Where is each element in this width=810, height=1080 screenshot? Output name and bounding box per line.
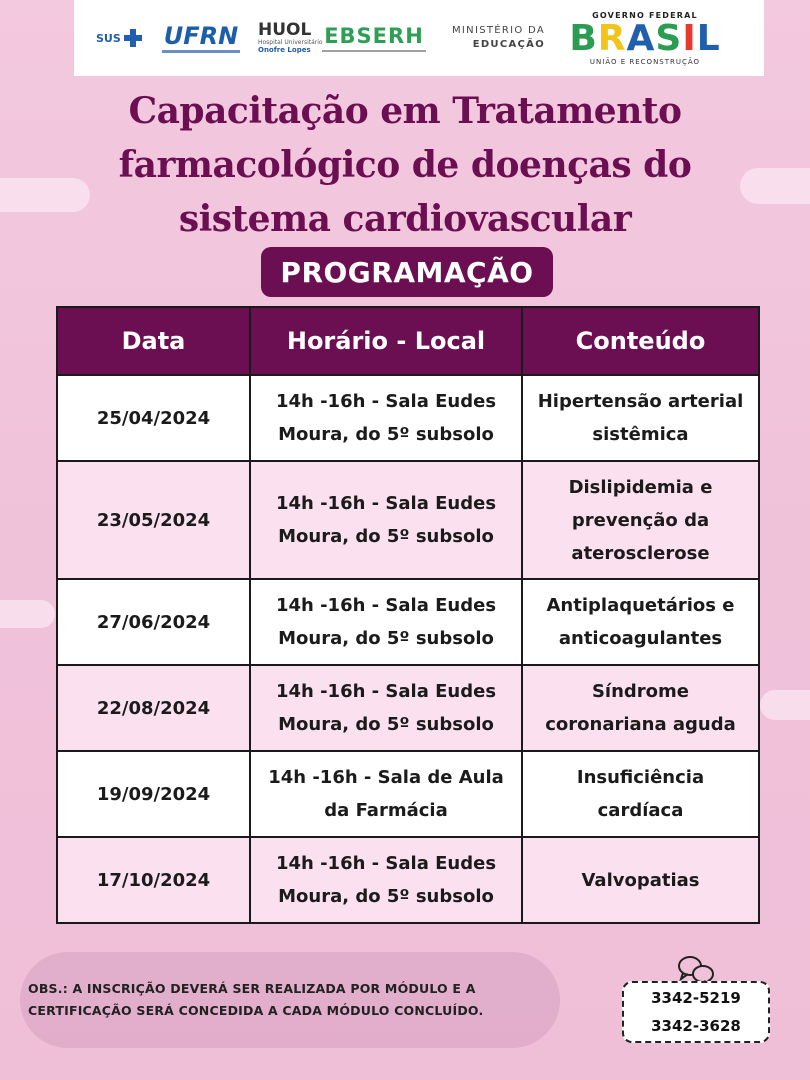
cell-horario-local bbox=[250, 751, 522, 837]
cell-data: 27/06/2024 bbox=[57, 579, 250, 665]
table-row bbox=[57, 579, 759, 665]
cell-data: 23/05/2024 bbox=[57, 461, 250, 579]
cell-line: da Farmácia bbox=[324, 800, 448, 821]
table-row bbox=[57, 461, 759, 579]
table-row bbox=[57, 837, 759, 923]
cell-line: 14h -16h - Sala de Aula bbox=[268, 767, 504, 788]
huol-logo bbox=[258, 0, 323, 76]
cell-line: Moura, do 5º subsolo bbox=[278, 886, 494, 907]
mec-logo-line1: MINISTÉRIO DA bbox=[452, 25, 545, 36]
cell-line: 14h -16h - Sala Eudes bbox=[275, 391, 497, 412]
cell-line: anticoagulantes bbox=[558, 628, 723, 649]
programacao-badge: PROGRAMAÇÃO bbox=[261, 247, 553, 297]
header-horario-local: Horário - Local bbox=[250, 307, 522, 375]
cross-icon bbox=[124, 29, 142, 47]
table-row bbox=[57, 665, 759, 751]
gov-brasil-logo bbox=[570, 0, 720, 76]
ebserh-logo-text: EBSERH bbox=[324, 23, 424, 48]
cell-horario-local bbox=[250, 579, 522, 665]
mec-logo bbox=[452, 0, 545, 76]
cell-line: Antiplaquetários e bbox=[546, 595, 735, 616]
sus-logo-text: SUS bbox=[96, 31, 121, 45]
cell-line: 14h -16h - Sala Eudes bbox=[275, 681, 497, 702]
cell-line: 14h -16h - Sala Eudes bbox=[275, 853, 497, 874]
obs-line: CERTIFICAÇÃO SERÁ CONCEDIDA A CADA MÓDULO CONCLUÍDO. bbox=[28, 1003, 484, 1018]
cell-line: Síndrome bbox=[591, 681, 690, 702]
cloud-decoration bbox=[760, 690, 810, 720]
cell-conteudo bbox=[522, 665, 759, 751]
cell-conteudo bbox=[522, 461, 759, 579]
cloud-decoration bbox=[0, 600, 55, 628]
cell-line: 14h -16h - Sala Eudes bbox=[275, 493, 497, 514]
schedule-table bbox=[56, 306, 760, 924]
cell-line: prevenção da bbox=[571, 509, 710, 531]
cell-conteudo bbox=[522, 751, 759, 837]
cell-horario-local bbox=[250, 375, 522, 461]
cell-line: aterosclerose bbox=[571, 542, 710, 564]
table-row bbox=[57, 375, 759, 461]
ufrn-logo-text: UFRN bbox=[163, 21, 239, 50]
table-header-row bbox=[57, 307, 759, 375]
cell-line: Moura, do 5º subsolo bbox=[278, 714, 494, 735]
title-line: sistema cardiovascular bbox=[178, 198, 632, 240]
cell-line: cardíaca bbox=[597, 800, 684, 821]
table-row bbox=[57, 751, 759, 837]
cell-line: sistêmica bbox=[592, 424, 689, 445]
huol-logo-text: HUOL bbox=[258, 20, 312, 40]
cell-line: Moura, do 5º subsolo bbox=[278, 628, 494, 649]
title-line: farmacológico de doenças do bbox=[118, 144, 692, 186]
huol-logo-name: Onofre Lopes bbox=[258, 46, 311, 54]
gov-logo-bottom: UNIÃO E RECONSTRUÇÃO bbox=[589, 57, 701, 66]
phone-box bbox=[622, 981, 770, 1043]
cell-line: coronariana aguda bbox=[545, 714, 736, 735]
cell-line: Insuficiência bbox=[576, 767, 705, 788]
cell-data: 17/10/2024 bbox=[57, 837, 250, 923]
ufrn-logo bbox=[162, 0, 240, 76]
huol-logo-subtitle: Hospital Universitário bbox=[258, 39, 323, 46]
cell-line: Hipertensão arterial bbox=[537, 391, 744, 412]
gov-logo-top: GOVERNO FEDERAL bbox=[592, 10, 698, 20]
ufrn-logo-underline bbox=[162, 50, 240, 53]
cell-data: 19/09/2024 bbox=[57, 751, 250, 837]
obs-line: OBS.: A INSCRIÇÃO DEVERÁ SER REALIZADA POR MÓDULO E A bbox=[28, 981, 476, 996]
cell-data: 22/08/2024 bbox=[57, 665, 250, 751]
header-data: Data bbox=[57, 307, 250, 375]
header-conteudo: Conteúdo bbox=[522, 307, 759, 375]
cell-line: Dislipidemia e bbox=[568, 476, 713, 498]
mec-logo-line2: EDUCAÇÃO bbox=[472, 39, 545, 50]
ebserh-logo-underline bbox=[322, 50, 426, 52]
obs-note bbox=[28, 978, 548, 1022]
phone-number[interactable]: 3342-5219 bbox=[651, 989, 741, 1007]
title-line: Capacitação em Tratamento bbox=[128, 90, 682, 132]
cell-conteudo bbox=[522, 579, 759, 665]
cell-horario-local bbox=[250, 837, 522, 923]
page-title bbox=[0, 84, 810, 246]
cell-horario-local bbox=[250, 665, 522, 751]
cell-line: Moura, do 5º subsolo bbox=[278, 526, 494, 547]
cell-conteudo bbox=[522, 375, 759, 461]
phone-number[interactable]: 3342-3628 bbox=[651, 1017, 741, 1035]
logo-bar bbox=[74, 0, 764, 76]
sus-logo bbox=[96, 0, 142, 76]
cell-data: 25/04/2024 bbox=[57, 375, 250, 461]
cell-conteudo bbox=[522, 837, 759, 923]
gov-logo-brasil: BRASIL bbox=[569, 17, 721, 59]
ebserh-logo bbox=[322, 0, 426, 76]
cell-line: Valvopatias bbox=[581, 869, 700, 891]
cell-horario-local bbox=[250, 461, 522, 579]
cell-line: 14h -16h - Sala Eudes bbox=[275, 595, 497, 616]
cell-line: Moura, do 5º subsolo bbox=[278, 424, 494, 445]
